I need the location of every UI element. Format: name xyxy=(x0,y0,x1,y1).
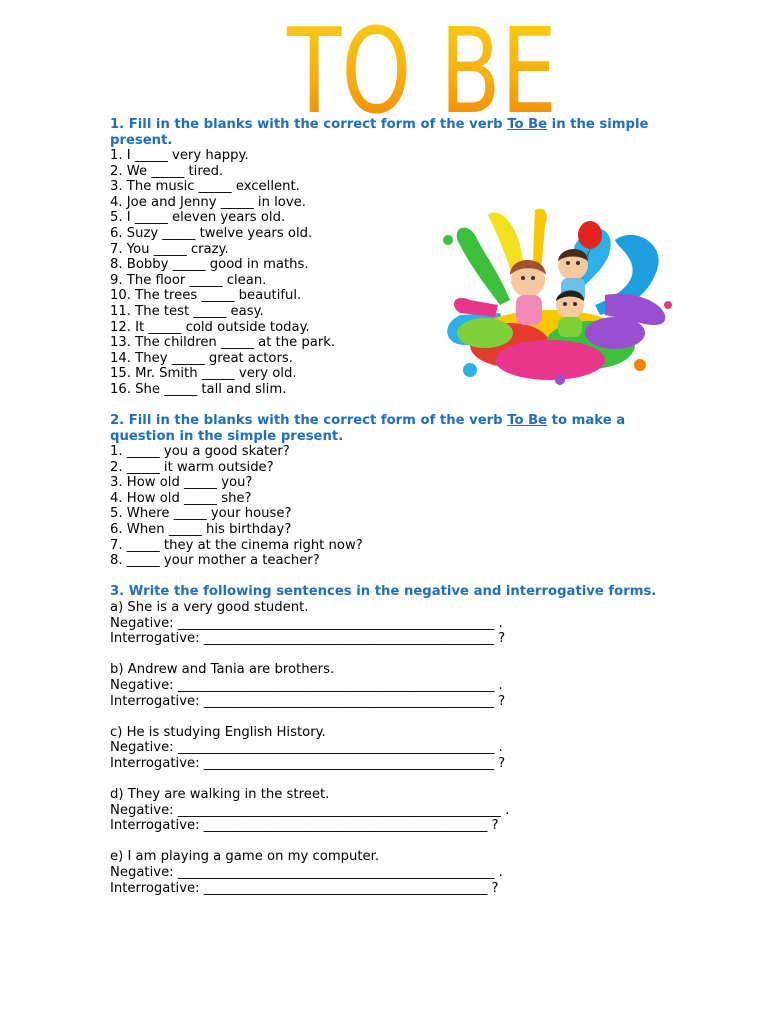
exercise-item: 8. Bobby _____ good in maths. xyxy=(110,257,309,273)
interrogative-answer-line: Interrogative: ____________________________________________ ? xyxy=(110,755,506,771)
exercise-sentence: c) He is studying English History. xyxy=(110,724,326,740)
question-item: 2. _____ it warm outside? xyxy=(110,459,274,475)
question-item: 3. How old _____ you? xyxy=(110,475,253,491)
section-2-heading: 2. Fill in the blanks with the correct form of the verb To Be to make a question in the simple present. xyxy=(110,413,626,444)
exercise-item: 9. The floor _____ clean. xyxy=(110,272,267,288)
interrogative-answer-line: Interrogative: ___________________________________________ ? xyxy=(110,880,499,896)
negative-answer-line: Negative: ________________________________________________ . xyxy=(110,615,503,631)
interrogative-answer-line: Interrogative: ____________________________________________ ? xyxy=(110,693,506,709)
question-item: 8. _____ your mother a teacher? xyxy=(110,553,320,569)
interrogative-answer-line: Interrogative: ____________________________________________ ? xyxy=(110,631,506,647)
exercise-item: 16. She _____ tall and slim. xyxy=(110,381,287,397)
exercise-item: 7. You _____ crazy. xyxy=(110,241,229,257)
exercise-item: 13. The children _____ at the park. xyxy=(110,335,336,351)
exercise-item: 14. They _____ great actors. xyxy=(110,350,293,366)
exercise-item: 1. I _____ very happy. xyxy=(110,148,249,163)
exercise-sentence: d) They are walking in the street. xyxy=(110,787,330,803)
exercise-item: 6. Suzy _____ twelve years old. xyxy=(110,225,313,241)
title-text: TO BE xyxy=(286,14,557,118)
question-item: 6. When _____ his birthday? xyxy=(110,522,292,538)
exercise-item: 10. The trees _____ beautiful. xyxy=(110,288,302,304)
exercise-item: 2. We _____ tired. xyxy=(110,163,224,179)
negative-answer-line: Negative: _________________________________________________ . xyxy=(110,802,510,818)
section-1-heading: 1. Fill in the blanks with the correct form of the verb To Be in the simple present. xyxy=(110,117,649,148)
negative-answer-line: Negative: ________________________________________________ . xyxy=(110,865,503,881)
exercise-item: 11. The test _____ easy. xyxy=(110,303,264,319)
exercise-item: 12. It _____ cold outside today. xyxy=(110,319,310,335)
worksheet-title xyxy=(280,14,565,118)
exercise-sentence: a) She is a very good student. xyxy=(110,599,309,615)
section-3-list xyxy=(110,600,670,896)
interrogative-answer-line: Interrogative: ___________________________________________ ? xyxy=(110,818,499,834)
exercise-item: 5. I _____ eleven years old. xyxy=(110,210,286,226)
question-item: 4. How old _____ she? xyxy=(110,490,252,506)
exercise-sentence: e) I am playing a game on my computer. xyxy=(110,849,380,865)
exercise-item: 3. The music _____ excellent. xyxy=(110,179,300,195)
exercise-sentence: b) Andrew and Tania are brothers. xyxy=(110,662,335,678)
question-item: 7. _____ they at the cinema right now? xyxy=(110,537,363,553)
exercise-item: 15. Mr. Smith _____ very old. xyxy=(110,366,297,382)
section-3-heading: 3. Write the following sentences in the negative and interrogative forms. xyxy=(110,584,657,600)
section-2-list xyxy=(110,444,670,569)
exercise-item: 4. Joe and Jenny _____ in love. xyxy=(110,194,306,210)
kids-paint-splash-illustration xyxy=(440,205,672,390)
question-item: 5. Where _____ your house? xyxy=(110,506,292,522)
negative-answer-line: Negative: ________________________________________________ . xyxy=(110,740,503,756)
negative-answer-line: Negative: ________________________________________________ . xyxy=(110,677,503,693)
question-item: 1. _____ you a good skater? xyxy=(110,444,290,460)
